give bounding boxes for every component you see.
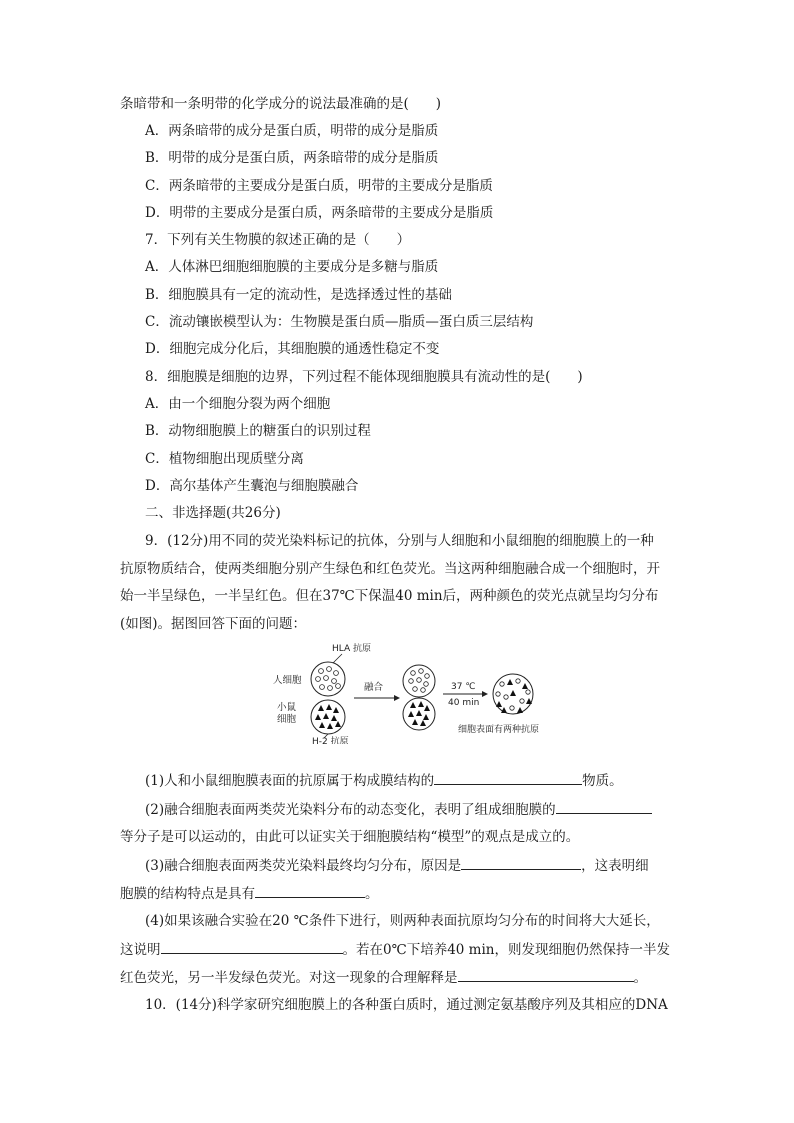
- answer-blank-1[interactable]: [434, 770, 582, 785]
- q7-option-b: B．细胞膜具有一定的流动性，是选择透过性的基础: [145, 287, 452, 303]
- cell-fusion-figure: [270, 638, 570, 744]
- human-cell-label: 人细胞: [273, 675, 302, 686]
- time-label: 40 min: [448, 698, 480, 708]
- q9-line-3: 始一半呈绿色，一半呈红色。但在37℃下保温40 min后，两种颜色的荧光点就呈均匀分布: [120, 588, 659, 604]
- q9-line-2: 抗原物质结合，使两类细胞分别产生绿色和红色荧光。当这两种细胞融合成一个细胞时，开: [120, 561, 660, 577]
- q8-option-a: A．由一个细胞分裂为两个细胞: [145, 396, 331, 412]
- answer-blank-4[interactable]: [255, 883, 365, 898]
- temperature-label: 37 ℃: [451, 682, 476, 692]
- q8-option-b: B．动物细胞膜上的糖蛋白的识别过程: [145, 423, 371, 439]
- q9-part-1: (1)人和小鼠细胞膜表面的抗原属于构成膜结构的 物质。: [145, 770, 623, 791]
- q9-part-3-cont: 胞膜的结构特点是具有 。: [120, 883, 379, 904]
- q6-option-c: C．两条暗带的主要成分是蛋白质，明带的主要成分是脂质: [145, 178, 493, 194]
- figure-caption: 细胞表面有两种抗原: [458, 725, 540, 735]
- q8-option-c: C．植物细胞出现质壁分离: [145, 451, 304, 467]
- q7-option-d: D．细胞完成分化后，其细胞膜的通透性稳定不变: [145, 341, 440, 357]
- h2-antigen-label: H-2 抗原: [312, 737, 349, 744]
- q9-part-3: (3)融合细胞表面两类荧光染料最终均匀分布，原因是 ，这表明细: [145, 855, 649, 876]
- answer-blank-3[interactable]: [461, 855, 581, 870]
- mouse-cell-label-1: 小鼠: [277, 702, 297, 713]
- q7-option-c: C．流动镶嵌模型认为：生物膜是蛋白质—脂质—蛋白质三层结构: [145, 314, 534, 330]
- question-8-stem: 8．细胞膜是细胞的边界，下列过程不能体现细胞膜具有流动性的是( ): [145, 369, 583, 385]
- question-7-stem: 7．下列有关生物膜的叙述正确的是（ ）: [145, 232, 411, 248]
- fusing-cells: [403, 665, 435, 730]
- q7-option-a: A．人体淋巴细胞细胞膜的主要成分是多糖与脂质: [145, 259, 439, 275]
- q9-part-4-cont-1: 这说明 。若在0℃下培养40 min，则发现细胞仍然保持一半发: [120, 939, 670, 960]
- q9-part-4-cont-2: 红色荧光，另一半发绿色荧光。对这一现象的合理解释是 。: [120, 967, 647, 988]
- section-2-heading: 二、非选择题(共26分): [145, 505, 281, 521]
- answer-blank-6[interactable]: [458, 967, 634, 982]
- q8-option-d: D．高尔基体产生囊泡与细胞膜融合: [145, 478, 359, 494]
- q9-part-4: (4)如果该融合实验在20 ℃条件下进行，则两种表面抗原均匀分布的时间将大大延长，: [145, 913, 660, 929]
- question-10-stem: 10．(14分)科学家研究细胞膜上的各种蛋白质时，通过测定氨基酸序列及其相应的DNA: [145, 997, 668, 1013]
- question-6-stem-continued: 条暗带和一条明带的化学成分的说法最准确的是( ): [120, 96, 442, 112]
- q9-part-2-cont: 等分子是可以运动的，由此可以证实关于细胞膜结构“模型”的观点是成立的。: [120, 829, 580, 845]
- q9-line-1: 9．(12分)用不同的荧光染料标记的抗体，分别与人细胞和小鼠细胞的细胞膜上的一种: [145, 533, 654, 549]
- q6-option-b: B．明带的成分是蛋白质，两条暗带的成分是脂质: [145, 150, 439, 166]
- q9-line-4: (如图)。据图回答下面的问题：: [120, 616, 307, 632]
- answer-blank-2[interactable]: [556, 799, 652, 814]
- answer-blank-5[interactable]: [161, 939, 343, 954]
- q6-option-d: D．明带的主要成分是蛋白质，两条暗带的主要成分是脂质: [145, 205, 494, 221]
- hla-antigen-label: HLA 抗原: [332, 644, 372, 654]
- fusion-label: 融合: [364, 682, 384, 693]
- q6-option-a: A．两条暗带的成分是蛋白质，明带的成分是脂质: [145, 123, 439, 139]
- mouse-cell-label-2: 细胞: [277, 714, 297, 725]
- q9-part-2: (2)融合细胞表面两类荧光染料分布的动态变化，表明了组成细胞膜的: [145, 799, 652, 820]
